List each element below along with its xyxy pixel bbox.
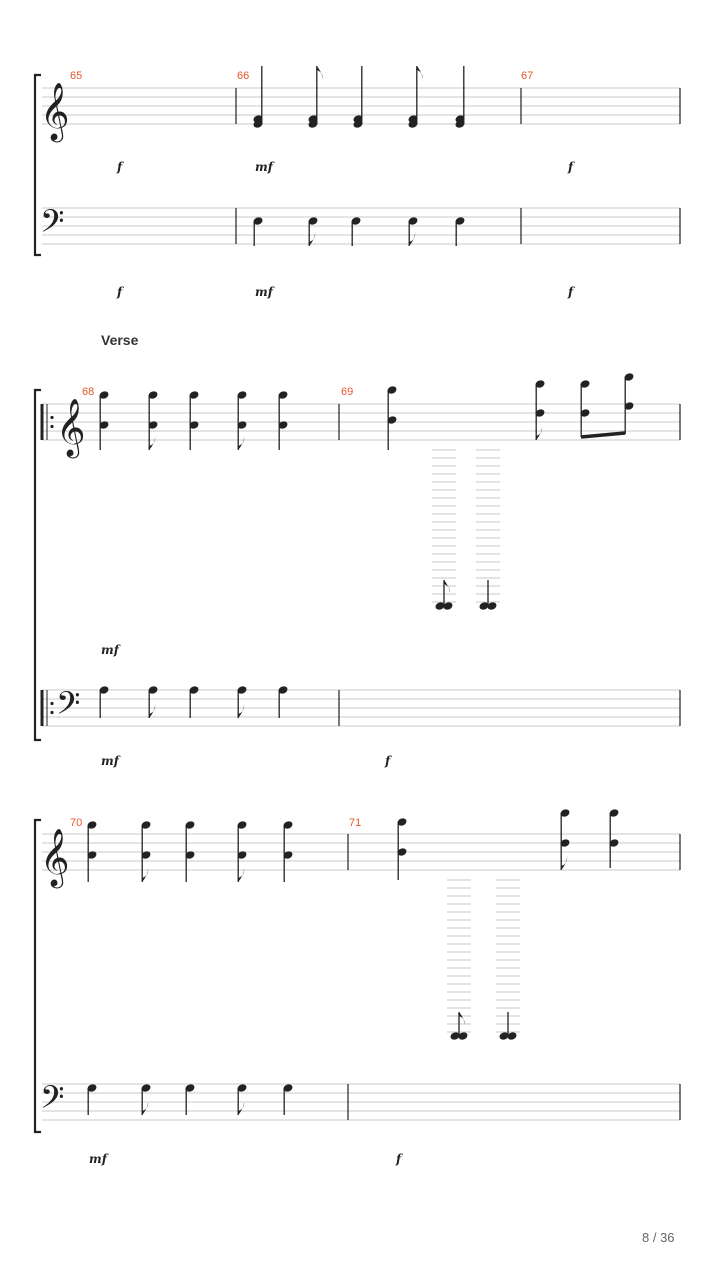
section-label: Verse xyxy=(101,332,139,348)
note-flag xyxy=(149,705,155,718)
treble-clef-icon: 𝄞 xyxy=(56,398,86,456)
note-flag xyxy=(149,437,155,450)
dynamic-marking: mf xyxy=(255,285,273,299)
dynamic-marking: f xyxy=(568,160,574,174)
clefs-layer xyxy=(40,82,86,1123)
dynamic-marking: mf xyxy=(101,754,119,768)
dynamic-marking: mf xyxy=(89,1152,107,1166)
staff-lines-layer xyxy=(42,88,680,1120)
note-flag xyxy=(238,437,244,450)
system-bracket xyxy=(35,390,41,740)
dynamic-marking: mf xyxy=(101,643,119,657)
page-number: 8 / 36 xyxy=(642,1230,675,1245)
dynamic-marking: mf xyxy=(255,160,273,174)
dynamic-marking: f xyxy=(385,754,391,768)
dynamic-marking: f xyxy=(117,285,123,299)
note-flag xyxy=(238,1102,244,1115)
repeat-dot xyxy=(50,425,53,428)
measure-number: 68 xyxy=(82,386,95,398)
note-flag xyxy=(238,705,244,718)
note-beam xyxy=(581,433,625,437)
bass-clef-icon: 𝄢 xyxy=(40,203,65,247)
note-flag xyxy=(142,869,148,882)
notes-layer xyxy=(86,66,634,1115)
note-flag xyxy=(536,427,542,440)
note-flag xyxy=(317,66,323,79)
dynamic-marking: f xyxy=(396,1152,402,1166)
dynamic-marking: f xyxy=(568,285,574,299)
bass-clef-icon: 𝄢 xyxy=(40,1079,65,1123)
note-flag xyxy=(142,1102,148,1115)
note-flag xyxy=(459,1012,465,1025)
ledger-lines-layer xyxy=(432,450,520,1032)
measure-number: 65 xyxy=(70,70,83,82)
measure-number: 66 xyxy=(237,70,250,82)
bass-clef-icon: 𝄢 xyxy=(56,685,81,729)
repeat-dot xyxy=(50,711,53,714)
measure-number: 69 xyxy=(341,386,354,398)
dynamic-marking: f xyxy=(117,160,123,174)
repeat-dot xyxy=(50,702,53,705)
measure-number: 67 xyxy=(521,70,534,82)
note-flag xyxy=(561,857,567,870)
repeat-dot xyxy=(50,416,53,419)
barlines-layer xyxy=(35,75,680,1132)
treble-clef-icon: 𝄞 xyxy=(40,828,70,886)
note-flag xyxy=(417,66,423,79)
treble-clef-icon: 𝄞 xyxy=(40,82,70,140)
measure-number: 70 xyxy=(70,817,83,829)
note-flag xyxy=(238,869,244,882)
measure-number: 71 xyxy=(349,817,362,829)
